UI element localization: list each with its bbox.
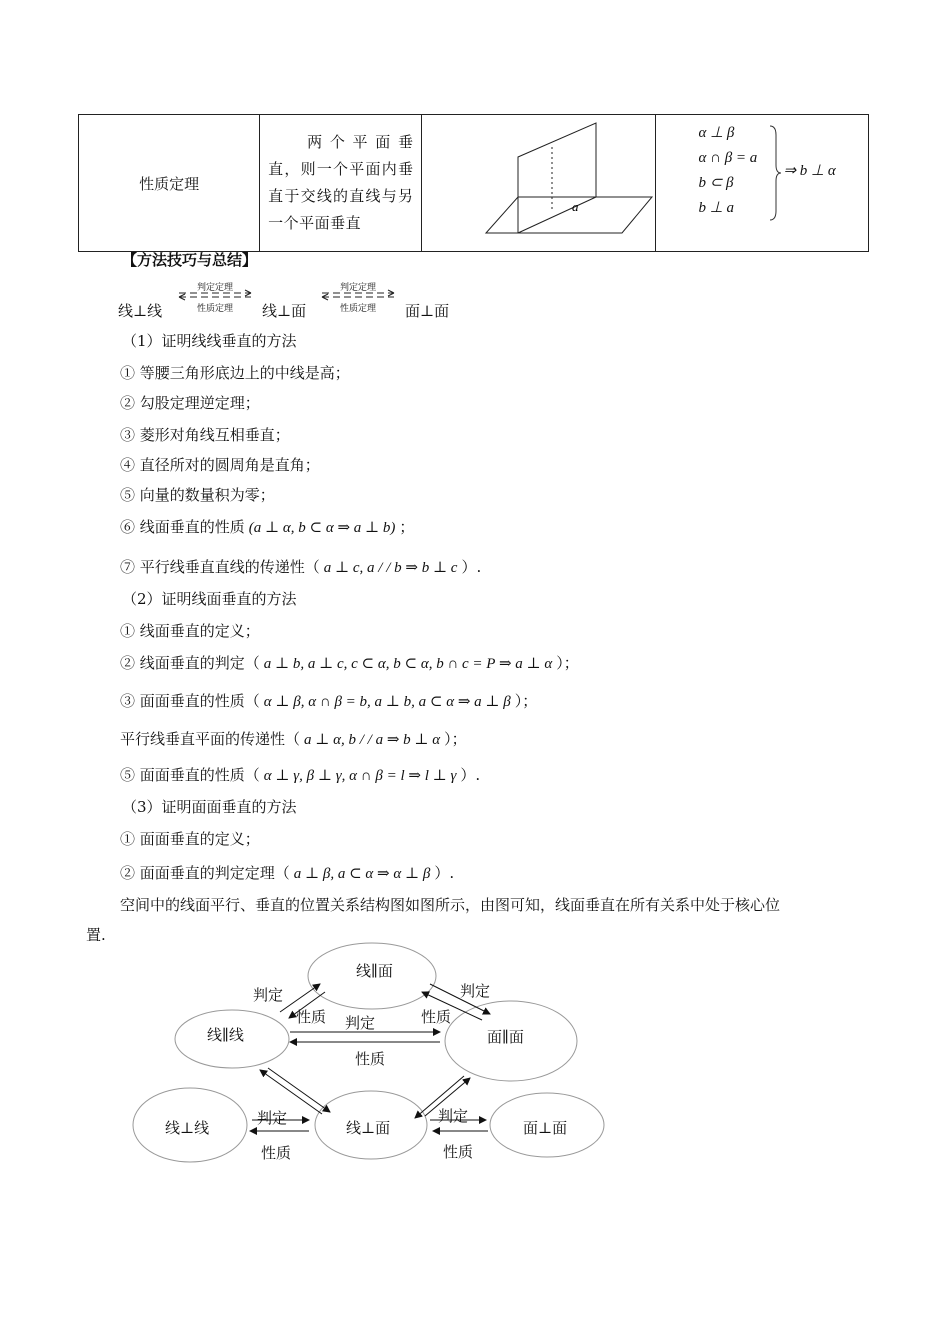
list-item-text: ② 面面垂直的判定定理（ — [120, 864, 290, 882]
list-item-text: ⑤ 向量的数量积为零； — [120, 486, 275, 504]
chain-arrow-2-top: 判定定理 — [339, 283, 376, 293]
list-item-formula: α ⊥ γ, β ⊥ γ, α ∩ β = l ⇒ l ⊥ γ — [263, 768, 457, 784]
theorem-figure-cell — [422, 115, 656, 252]
theorem-desc-cell — [260, 115, 422, 252]
list-item-formula: α ⊥ β, α ∩ β = b, a ⊥ b, a ⊂ α ⇒ a ⊥ β — [263, 694, 511, 710]
chain-line-perp-plane: 线⊥面 — [262, 302, 307, 320]
theorem-name-cell — [79, 115, 260, 252]
condition-4: b ⊥ a — [698, 200, 735, 216]
conclusion: ⇒ b ⊥ α — [783, 163, 836, 179]
list-item-text: ⑥ 线面垂直的性质 — [120, 518, 245, 536]
label-property-2: 性质 — [421, 1008, 452, 1026]
list-item — [120, 454, 320, 475]
relationship-diagram — [0, 940, 950, 1180]
node-line-perp-plane: 线⊥面 — [346, 1119, 391, 1137]
chain-arrow-1 — [175, 280, 255, 314]
node-line-par-line: 线∥线 — [207, 1026, 244, 1044]
list-item-text: ⑦ 平行线垂直直线的传递性（ — [120, 558, 320, 576]
chain-plane-perp-plane: 面⊥面 — [405, 302, 450, 320]
list-item — [120, 362, 350, 383]
paragraph-line-1: 空间中的线面平行、垂直的位置关系结构图如图所示，由图可知，线面垂直在所有关系中处于核心位 — [120, 896, 781, 914]
list-item-tail: ）； — [556, 654, 579, 672]
list-item-tail: ）. — [434, 864, 455, 882]
list-item-text: 平行线垂直平面的传递性（ — [120, 730, 301, 748]
list-item — [120, 652, 579, 673]
perpendicular-planes-figure — [422, 115, 655, 247]
chain-arrow-1-top: 判定定理 — [196, 283, 233, 293]
list-item — [120, 620, 260, 641]
list-item-text: ① 面面垂直的定义； — [120, 830, 260, 848]
condition-3: b ⊂ β — [698, 175, 734, 191]
list-item-text: ⑤ 面面垂直的性质（ — [120, 766, 260, 784]
list-item-text: ① 线面垂直的定义； — [120, 622, 260, 640]
condition-list — [698, 121, 757, 221]
chain-arrow-1-bottom: 性质定理 — [196, 304, 233, 314]
figure-label-a: a — [572, 199, 579, 214]
node-plane-par-plane: 面∥面 — [487, 1028, 524, 1046]
list-item — [120, 828, 260, 849]
theorem-name: 性质定理 — [139, 174, 200, 193]
list-item-formula: a ⊥ α, b / / a ⇒ b ⊥ α — [304, 732, 441, 748]
list-item — [120, 764, 480, 785]
node-line-par-plane: 线∥面 — [356, 962, 393, 980]
list-item-text: ② 勾股定理逆定理； — [120, 394, 260, 412]
condition-2: α ∩ β = a — [698, 150, 758, 166]
list-item — [120, 516, 414, 537]
chain-arrow-2 — [318, 280, 398, 314]
chain-line-perp-line: 线⊥线 — [118, 302, 163, 320]
theorem-table — [78, 114, 869, 252]
list-item-text: ③ 面面垂直的性质（ — [120, 692, 260, 710]
list-item-text: （2）证明线面垂直的方法 — [122, 590, 297, 608]
list-item — [120, 484, 275, 505]
right-brace-icon — [768, 125, 782, 221]
theorem-desc: 两个平面垂直，则一个平面内垂直于交线的直线与另一个平面垂直 — [268, 133, 414, 232]
label-judge-2: 判定 — [460, 982, 491, 1000]
list-item-tail: ）. — [460, 766, 481, 784]
list-item-formula: (a ⊥ α, b ⊂ α ⇒ a ⊥ b) — [248, 520, 396, 536]
list-item — [120, 728, 467, 749]
list-item-tail: ）； — [444, 730, 467, 748]
label-judge-1: 判定 — [253, 986, 284, 1004]
node-line-perp-line: 线⊥线 — [165, 1119, 210, 1137]
list-item — [120, 424, 290, 445]
list-item-text: ④ 直径所对的圆周角是直角； — [120, 456, 320, 474]
list-item — [120, 556, 481, 577]
list-item-formula: a ⊥ c, a / / b ⇒ b ⊥ c — [323, 560, 458, 576]
list-item — [122, 796, 297, 817]
label-property-1: 性质 — [296, 1008, 327, 1026]
condition-1: α ⊥ β — [698, 125, 735, 141]
list-item — [120, 392, 260, 413]
list-item-tail: ）； — [514, 692, 538, 710]
list-item — [122, 330, 297, 351]
label-judge-5: 判定 — [438, 1107, 469, 1125]
list-item-text: ① 等腰三角形底边上的中线是高； — [120, 364, 350, 382]
paragraph-line-2: 置. — [86, 926, 106, 944]
label-judge-4: 判定 — [257, 1109, 288, 1127]
list-item — [122, 588, 297, 609]
chain-arrow-2-bottom: 性质定理 — [339, 304, 376, 314]
label-property-5: 性质 — [443, 1143, 474, 1161]
list-item-formula: a ⊥ β, a ⊂ α ⇒ α ⊥ β — [293, 866, 431, 882]
label-property-3: 性质 — [355, 1050, 386, 1068]
list-item — [120, 690, 537, 711]
list-item-text: ② 线面垂直的判定（ — [120, 654, 260, 672]
section-title: 【方法技巧与总结】 — [122, 251, 258, 269]
list-item — [120, 862, 454, 883]
node-plane-perp-plane: 面⊥面 — [523, 1119, 568, 1137]
list-item-text: （3）证明面面垂直的方法 — [122, 798, 297, 816]
list-item-text: （1）证明线线垂直的方法 — [122, 332, 297, 350]
list-item-tail: ）. — [461, 558, 482, 576]
list-item-text: ③ 菱形对角线互相垂直； — [120, 426, 290, 444]
list-item-formula: a ⊥ b, a ⊥ c, c ⊂ α, b ⊂ α, b ∩ c = P ⇒ a ⊥ α — [263, 656, 553, 672]
theorem-formula-cell — [656, 115, 869, 252]
label-property-4: 性质 — [261, 1144, 292, 1162]
list-item-tail: ； — [399, 518, 415, 536]
label-judge-3: 判定 — [345, 1014, 376, 1032]
